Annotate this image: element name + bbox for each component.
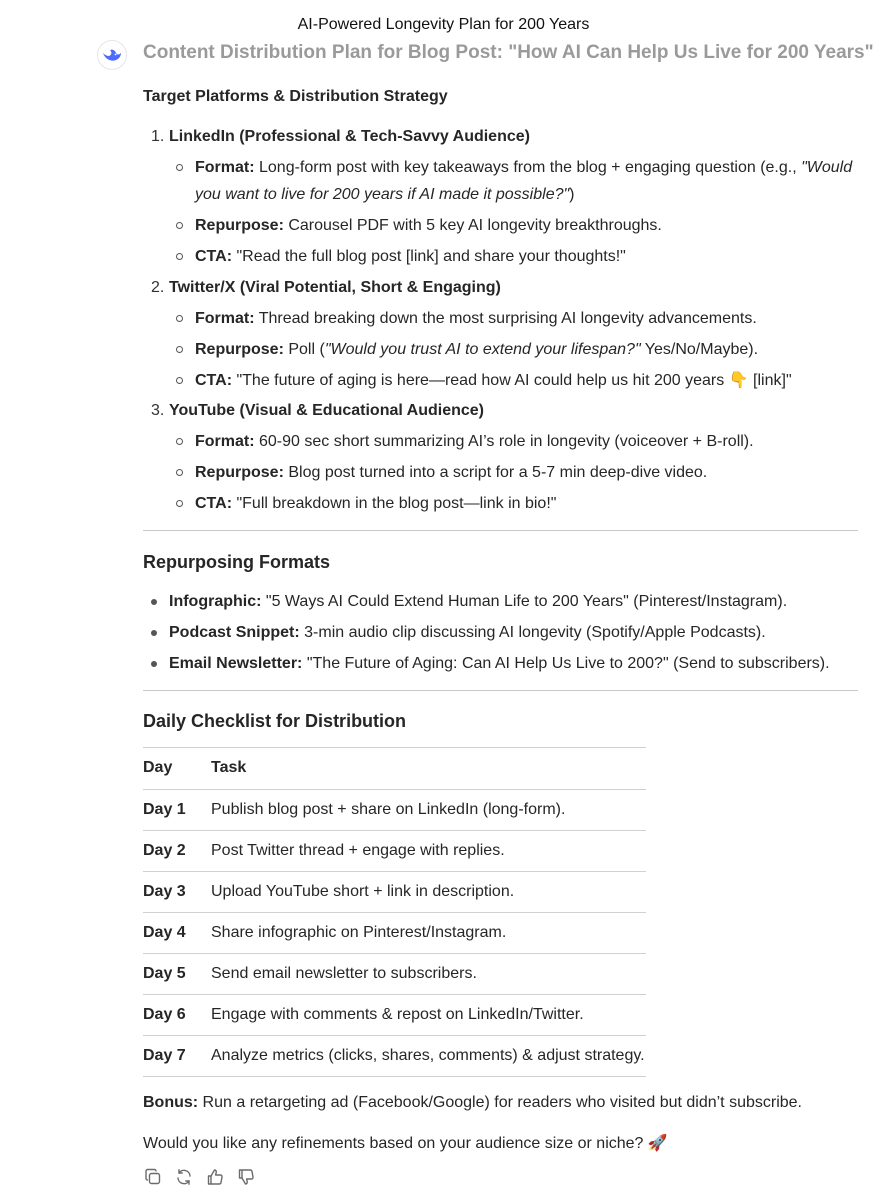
bullet: [176, 346, 183, 353]
table-cell-day: Day 1: [143, 801, 186, 818]
platform-name-twitter: Twitter/X (Viral Potential, Short & Engaging): [169, 279, 501, 296]
table-cell-task: Upload YouTube short + link in description.: [211, 883, 515, 900]
section-heading-repurposing: Repurposing Formats: [143, 552, 331, 572]
table-border: [143, 789, 646, 790]
table-border: [143, 912, 646, 913]
table-cell-task: Engage with comments & repost on LinkedIn/Twitter.: [211, 1006, 584, 1023]
table-border: [143, 871, 646, 872]
platform-name-linkedin: LinkedIn (Professional & Tech-Savvy Audience): [169, 128, 530, 145]
twitter-repurpose: Repurpose: Poll ("Would you trust AI to extend your lifespan?" Yes/No/Maybe).: [195, 341, 759, 358]
table-cell-day: Day 5: [143, 965, 186, 982]
table-border: [143, 747, 646, 748]
window-title: AI-Powered Longevity Plan for 200 Years: [297, 16, 590, 33]
assistant-avatar: [97, 40, 127, 70]
table-cell-day: Day 7: [143, 1047, 186, 1064]
twitter-cta: CTA: "The future of aging is here—read how AI could help us hit 200 years 👇 [link]": [195, 372, 792, 389]
bonus-note: Bonus: Run a retargeting ad (Facebook/Google) for readers who visited but didn’t subscribe.: [143, 1094, 802, 1111]
bullet: [176, 222, 183, 229]
bullet: [176, 500, 183, 507]
bullet: [176, 164, 183, 171]
bullet: [151, 661, 157, 667]
section-heading-checklist: Daily Checklist for Distribution: [143, 711, 407, 731]
table-cell-day: Day 4: [143, 924, 186, 941]
table-cell-day: Day 6: [143, 1006, 186, 1023]
table-border: [143, 1076, 646, 1077]
bullet: [176, 377, 183, 384]
linkedin-repurpose: Repurpose: Carousel PDF with 5 key AI longevity breakthroughs.: [195, 217, 662, 234]
table-cell-task: Analyze metrics (clicks, shares, comments) & adjust strategy.: [211, 1047, 645, 1064]
divider: [143, 690, 858, 691]
repurpose-item-infographic: Infographic: "5 Ways AI Could Extend Human Life to 200 Years" (Pinterest/Instagram).: [169, 593, 788, 610]
bullet: [151, 599, 157, 605]
table-cell-day: Day 3: [143, 883, 186, 900]
bullet: [176, 469, 183, 476]
table-cell-task: Post Twitter thread + engage with replies.: [211, 842, 505, 859]
thumbs-down-icon: [237, 1168, 255, 1186]
youtube-format: Format: 60-90 sec short summarizing AI’s role in longevity (voiceover + B-roll).: [195, 433, 754, 450]
list-number: 1.: [151, 128, 165, 145]
table-cell-task: Share infographic on Pinterest/Instagram.: [211, 924, 507, 941]
bullet: [151, 630, 157, 636]
table-border: [143, 830, 646, 831]
section-heading-platforms: Target Platforms & Distribution Strategy: [143, 88, 448, 105]
like-button[interactable]: [205, 1167, 224, 1186]
regenerate-button[interactable]: [174, 1167, 193, 1186]
table-border: [143, 1035, 646, 1036]
closing-question: Would you like any refinements based on your audience size or niche? 🚀: [143, 1135, 668, 1152]
linkedin-format: Format: Long-form post with key takeaways from the blog + engaging question (e.g., "Would: [195, 159, 853, 176]
table-cell-task: Send email newsletter to subscribers.: [211, 965, 477, 982]
repurpose-item-email: Email Newsletter: "The Future of Aging: Can AI Help Us Live to 200?" (Send to subscribers).: [169, 655, 830, 672]
table-border: [143, 953, 646, 954]
table-header-day: Day: [143, 759, 173, 776]
copy-button[interactable]: [143, 1167, 162, 1186]
table-cell-task: Publish blog post + share on LinkedIn (long-form).: [211, 801, 566, 818]
bullet: [176, 438, 183, 445]
regenerate-icon: [175, 1168, 193, 1186]
table-header-task: Task: [211, 759, 247, 776]
message-actions: [143, 1167, 255, 1186]
platform-name-youtube: YouTube (Visual & Educational Audience): [169, 402, 484, 419]
dislike-button[interactable]: [236, 1167, 255, 1186]
list-number: 3.: [151, 402, 165, 419]
list-number: 2.: [151, 279, 165, 296]
whale-logo-icon: [102, 47, 122, 63]
divider: [143, 530, 858, 531]
repurpose-item-podcast: Podcast Snippet: 3-min audio clip discussing AI longevity (Spotify/Apple Podcasts).: [169, 624, 766, 641]
copy-icon: [144, 1168, 162, 1186]
thumbs-up-icon: [206, 1168, 224, 1186]
bullet: [176, 315, 183, 322]
twitter-format: Format: Thread breaking down the most surprising AI longevity advancements.: [195, 310, 757, 327]
youtube-cta: CTA: "Full breakdown in the blog post—link in bio!": [195, 495, 557, 512]
linkedin-format-cont: you want to live for 200 years if AI made it possible?"): [195, 186, 575, 203]
bullet: [176, 253, 183, 260]
table-border: [143, 994, 646, 995]
message-title: Content Distribution Plan for Blog Post: "How AI Can Help Us Live for 200 Years": [143, 42, 874, 63]
linkedin-cta: CTA: "Read the full blog post [link] and share your thoughts!": [195, 248, 626, 265]
youtube-repurpose: Repurpose: Blog post turned into a script for a 5-7 min deep-dive video.: [195, 464, 708, 481]
table-cell-day: Day 2: [143, 842, 186, 859]
